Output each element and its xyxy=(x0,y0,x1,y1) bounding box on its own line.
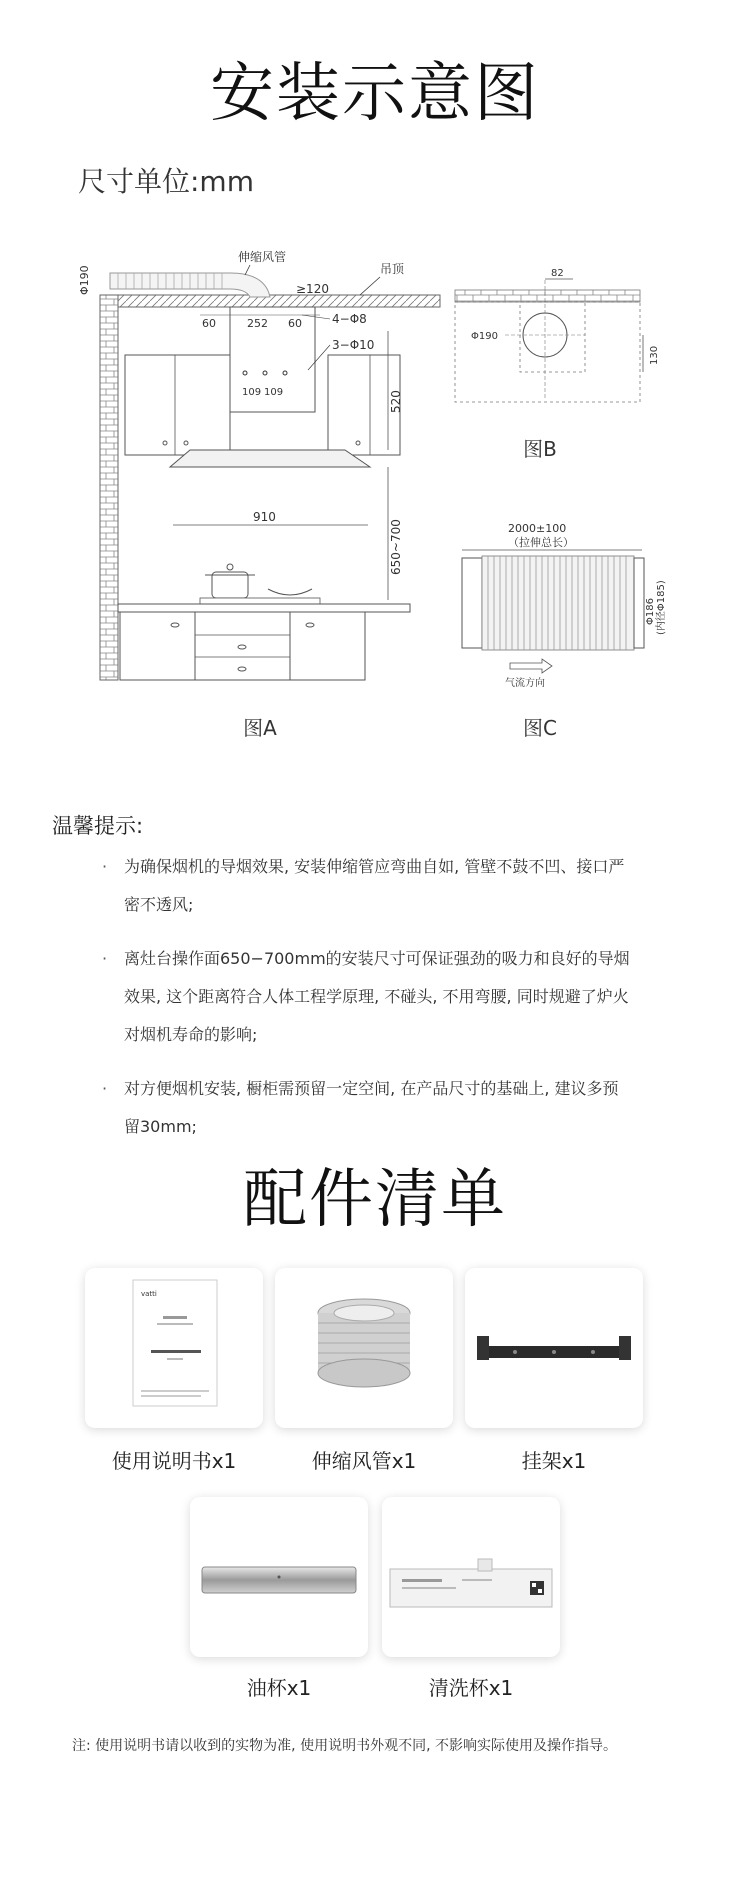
accessory-label-manual: 使用说明书x1 xyxy=(111,1449,237,1473)
d910-label: 910 xyxy=(253,510,276,524)
accessory-label-bracket: 挂架x1 xyxy=(521,1449,587,1473)
figure-a-label: 图A xyxy=(243,716,277,740)
accessory-card-duct xyxy=(275,1268,453,1428)
figure-b-label: 图B xyxy=(523,437,557,461)
figure-a-diagram xyxy=(70,245,450,685)
duct-icon xyxy=(275,1268,453,1428)
tips-list xyxy=(100,848,630,1162)
unit-text: 尺寸单位:mm xyxy=(78,165,254,198)
accessory-card-cleaning-cup xyxy=(382,1497,560,1657)
holes-8-label: 4−Φ8 xyxy=(332,312,367,326)
d82-label: 82 xyxy=(551,268,564,279)
accessories-title: 配件清单 xyxy=(243,1163,507,1237)
d60a-label: 60 xyxy=(202,317,216,330)
duct-label: 伸缩风管 xyxy=(238,250,287,264)
tip-item: · 离灶台操作面650−700mm的安装尺寸可保证强劲的吸力和良好的导烟效果, 这个距离符合人体工程学原理, 不碰头, 不用弯腰, 同时规避了炉火对烟机寿命的影响; xyxy=(100,940,630,1054)
d252-label: 252 xyxy=(247,317,268,330)
tip-item: · 为确保烟机的导烟效果, 安装伸缩管应弯曲自如, 管壁不鼓不凹、接口严密不透风; xyxy=(100,848,630,924)
d650-label: 650~700 xyxy=(389,519,403,575)
d109b-label: 109 xyxy=(264,387,284,398)
airflow-label: 气流方向 xyxy=(505,678,545,689)
figure-b-diagram xyxy=(445,265,665,425)
d109a-label: 109 xyxy=(242,387,262,398)
footnote: 注: 使用说明书请以收到的实物为准, 使用说明书外观不同, 不影响实际使用及操作指导。 xyxy=(72,1738,617,1754)
cleaning-cup-icon xyxy=(382,1497,560,1657)
inner-dia-label: (内径Φ185) xyxy=(656,580,667,635)
accessory-label-duct: 伸缩风管x1 xyxy=(311,1449,417,1473)
accessory-label-cleaning-cup: 清洗杯x1 xyxy=(428,1676,514,1700)
ge-120-label: ≥120 xyxy=(296,282,329,296)
d130-label: 130 xyxy=(649,345,660,365)
bracket-icon xyxy=(465,1268,643,1428)
accessory-card-manual xyxy=(85,1268,263,1428)
tips-heading: 温馨提示: xyxy=(52,814,144,838)
manual-brand: vatti xyxy=(141,1290,157,1298)
oil-cup-icon xyxy=(190,1497,368,1657)
figb-dia-190-label: Φ190 xyxy=(471,331,498,342)
figure-c-label: 图C xyxy=(523,716,557,740)
accessory-label-oil-cup: 油杯x1 xyxy=(246,1676,312,1700)
dia-186-label: Φ186 xyxy=(645,598,656,625)
d520-label: 520 xyxy=(389,390,403,413)
accessory-card-oil-cup xyxy=(190,1497,368,1657)
dia-190-label: Φ190 xyxy=(78,265,91,295)
holes-10-label: 3−Φ10 xyxy=(332,338,375,352)
tip-item: · 对方便烟机安装, 橱柜需预留一定空间, 在产品尺寸的基础上, 建议多预留30mm; xyxy=(100,1070,630,1146)
ceiling-label: 吊顶 xyxy=(380,262,405,276)
figure-c-diagram xyxy=(450,520,665,690)
d60b-label: 60 xyxy=(288,317,302,330)
manual-icon xyxy=(85,1268,263,1428)
accessory-card-bracket xyxy=(465,1268,643,1428)
length-label: 2000±100 xyxy=(508,522,567,535)
length-note-label: （拉伸总长） xyxy=(508,536,574,549)
install-title: 安装示意图 xyxy=(210,57,540,131)
